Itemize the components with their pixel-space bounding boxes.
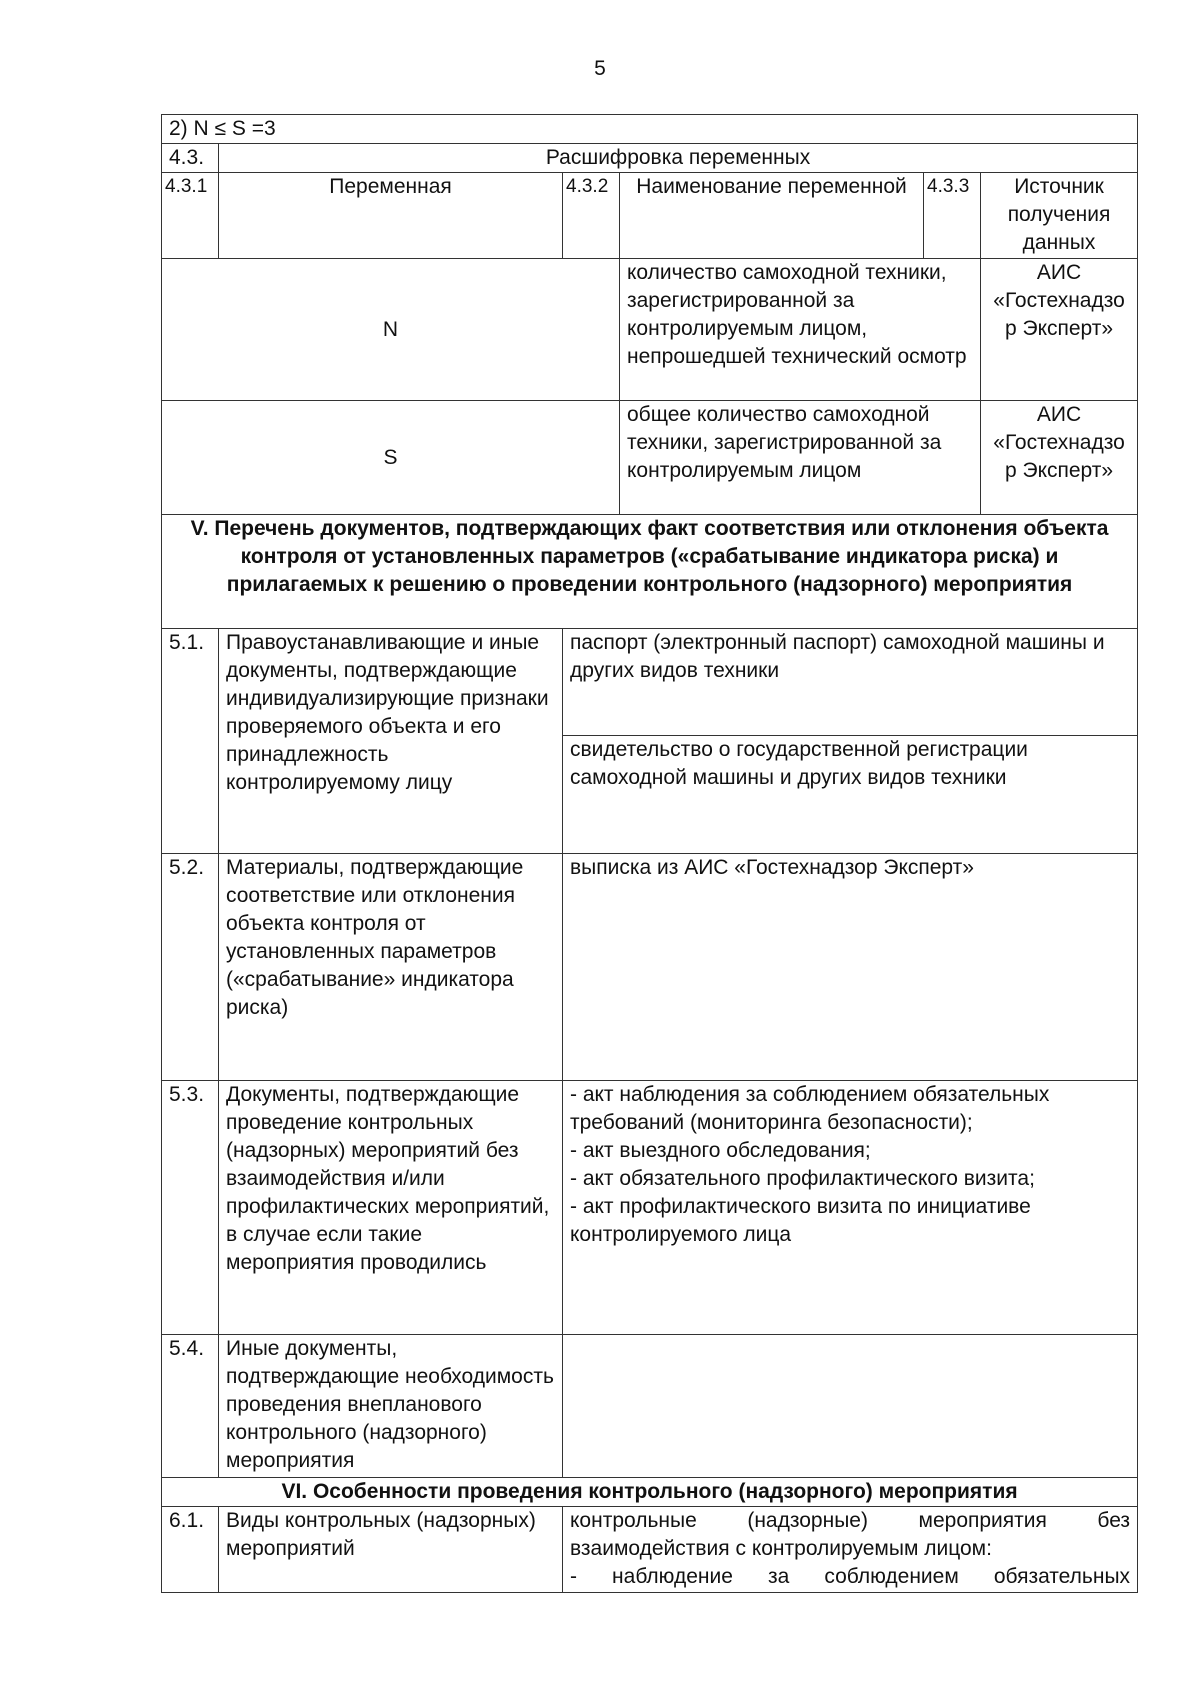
item-document-list: [563, 1081, 1138, 1335]
variables-header-row: [162, 173, 1138, 259]
variable-row: [162, 259, 1138, 401]
section-number: 4.3.: [162, 144, 219, 173]
document-row: [162, 854, 1138, 1081]
header-number: 4.3.1: [162, 173, 219, 259]
header-number: 4.3.2: [563, 173, 620, 259]
variable-name: общее количество самоходной техники, зарегистрированной за контролируемым лицом: [620, 401, 981, 515]
item-number: 5.2.: [162, 854, 219, 1081]
variable-source: АИС «Гостехнадзор Эксперт»: [981, 259, 1138, 401]
formula-row: [162, 115, 1138, 144]
variable-row: [162, 401, 1138, 515]
item-value: [563, 1507, 1138, 1593]
value-line: контрольные (надзорные) мероприятия без взаимодействия с контролируемым лицом:: [570, 1509, 1131, 1560]
item-number: 5.3.: [162, 1081, 219, 1335]
item-label: Виды контрольных (надзорных) мероприятий: [219, 1507, 563, 1593]
section-title: Расшифровка переменных: [219, 144, 1138, 173]
item-number: 6.1.: [162, 1507, 219, 1593]
header-label-name: Наименование переменной: [620, 173, 924, 259]
document-row: [162, 1335, 1138, 1478]
variable-name: количество самоходной техники, зарегистрированной за контролируемым лицом, непрошедшей технический осмотр: [620, 259, 981, 401]
item-number: 5.4.: [162, 1335, 219, 1478]
variable-source: АИС «Гостехнадзор Эксперт»: [981, 401, 1138, 515]
section-4-3-title-row: [162, 144, 1138, 173]
risk-indicator-table: [161, 114, 1138, 1593]
header-label-source: Источник получения данных: [981, 173, 1138, 259]
section-title: V. Перечень документов, подтверждающих факт соответствия или отклонения объекта контроля от установленных параметров («срабатывание индикатора риска) и прилагаемых к решению о проведении контрольного (надзорного) мероприятия: [162, 515, 1138, 629]
item-document: паспорт (электронный паспорт) самоходной машины и других видов техники: [563, 629, 1138, 736]
document-line: - акт обязательного профилактического визита;: [570, 1167, 1035, 1190]
item-label: Материалы, подтверждающие соответствие или отклонения объекта контроля от установленных параметров («срабатывание» индикатора риска): [219, 854, 563, 1081]
document-row: [162, 629, 1138, 736]
section-5-title-row: [162, 515, 1138, 629]
activity-row: [162, 1507, 1138, 1593]
item-label: Документы, подтверждающие проведение контрольных (надзорных) мероприятий без взаимодействия и/или профилактических мероприятий, в случае если такие мероприятия проводились: [219, 1081, 563, 1335]
formula-cell: 2) N ≤ S =3: [162, 115, 1138, 144]
item-document: выписка из АИС «Гостехнадзор Эксперт»: [563, 854, 1138, 1081]
document-line: - акт выездного обследования;: [570, 1139, 871, 1162]
document-line: - акт профилактического визита по инициативе контролируемого лица: [570, 1195, 1031, 1246]
section-6-title-row: [162, 1478, 1138, 1507]
variable-symbol: N: [162, 259, 620, 401]
item-document: [563, 1335, 1138, 1478]
header-number: 4.3.3: [924, 173, 981, 259]
item-document: свидетельство о государственной регистрации самоходной машины и других видов техники: [563, 736, 1138, 854]
document-line: - акт наблюдения за соблюдением обязательных требований (мониторинга безопасности);: [570, 1083, 1050, 1134]
item-number: 5.1.: [162, 629, 219, 854]
section-title: VI. Особенности проведения контрольного (надзорного) мероприятия: [162, 1478, 1138, 1507]
variable-symbol: S: [162, 401, 620, 515]
value-line: - наблюдение за соблюдением обязательных: [570, 1565, 1131, 1588]
document-row: [162, 1081, 1138, 1335]
item-label: Иные документы, подтверждающие необходимость проведения внепланового контрольного (надзорного) мероприятия: [219, 1335, 563, 1478]
header-label-variable: Переменная: [219, 173, 563, 259]
item-label: Правоустанавливающие и иные документы, подтверждающие индивидуализирующие признаки проверяемого объекта и его принадлежность контролируемому лицу: [219, 629, 563, 854]
page-number: 5: [594, 57, 606, 80]
